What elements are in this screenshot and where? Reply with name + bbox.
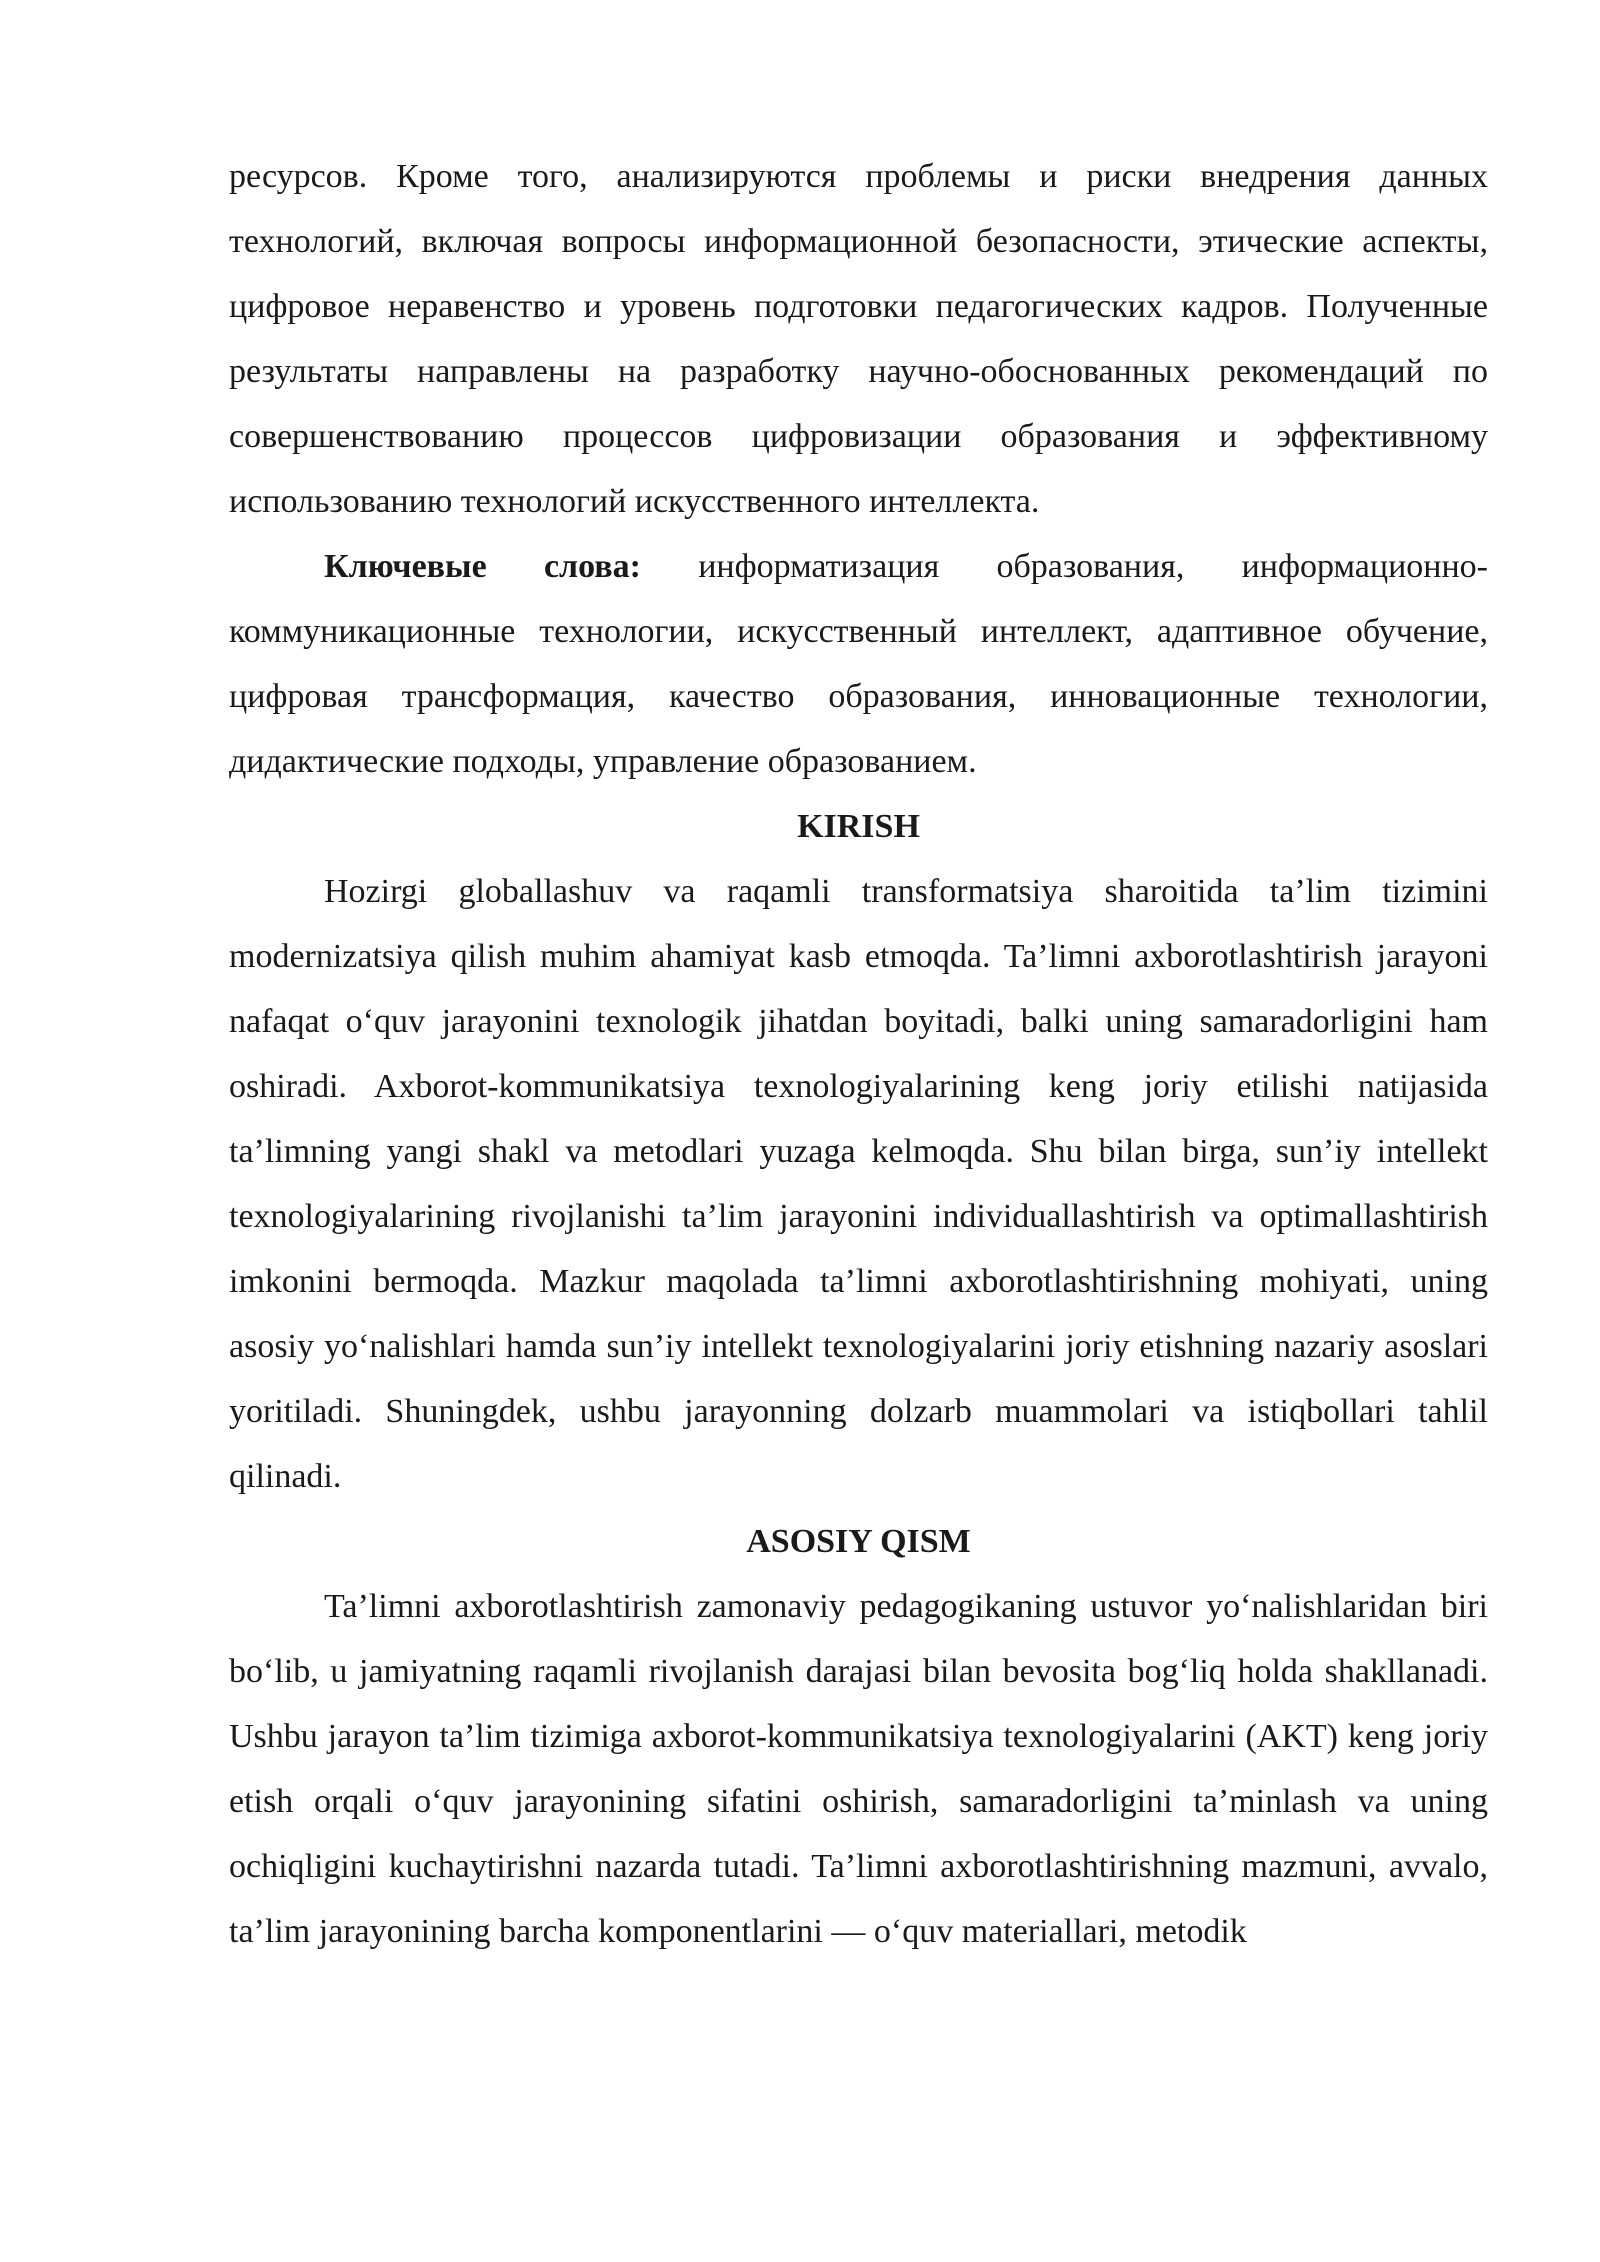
section-body-asosiy-qism: Ta’limni axborotlashtirish zamonaviy pedagogikaning ustuvor yo‘nalishlaridan biri bo‘lib, u jamiyatning raqamli rivojlanish darajasi bilan bevosita bog‘liq holda shakllanadi. Ushbu jarayon ta’lim tizimiga axborot-kommunikatsiya texnologiyalarini (AKT) keng joriy etish orqali o‘quv jarayonining sifatini oshirish, samaradorligini ta’minlash va uning ochiqligini kuchaytirishni nazarda tutadi. Ta’limni axborotlashtirishning mazmuni, avvalo, ta’lim jarayonining barcha komponentlarini — o‘quv materiallari, metodik	[229, 1588, 1488, 1950]
abstract-paragraph: ресурсов. Кроме того, анализируются проблемы и риски внедрения данных технологий, включая вопросы информационной безопасности, этические аспекты, цифровое неравенство и уровень подготовки педагогических кадров. Полученные результаты направлены на разработку научно-обоснованных рекомендаций по совершенствованию процессов цифровизации образования и эффективному использованию технологий искусственного интеллекта.	[229, 158, 1488, 520]
section-body-kirish: Hozirgi globallashuv va raqamli transformatsiya sharoitida ta’lim tizimini modernizatsiya qilish muhim ahamiyat kasb etmoqda. Ta’limni axborotlashtirish jarayoni nafaqat o‘quv jarayonini texnologik jihatdan boyitadi, balki uning samaradorligini ham oshiradi. Axborot-kommunikatsiya texnologiyalarining keng joriy etilishi natijasida ta’limning yangi shakl va metodlari yuzaga kelmoqda. Shu bilan birga, sun’iy intellekt texnologiyalarining rivojlanishi ta’lim jarayonini individuallashtirish va optimallashtirish imkonini bermoqda. Mazkur maqolada ta’limni axborotlashtirishning mohiyati, uning asosiy yo‘nalishlari hamda sun’iy intellekt texnologiyalarini joriy etishning nazariy asoslari yoritiladi. Shuningdek, ushbu jarayonning dolzarb muammolari va istiqbollari tahlil qilinadi.	[229, 873, 1488, 1495]
section-heading-asosiy-qism: ASOSIY QISM	[746, 1523, 971, 1560]
document-page	[229, 144, 1488, 1964]
keywords-paragraph	[229, 534, 1488, 794]
keywords-label: Ключевые слова:	[324, 548, 641, 585]
keywords-text: информатизация образования, информационно-коммуникационные технологии, искусственный интеллект, адаптивное обучение, цифровая трансформация, качество образования, инновационные технологии, дидактические подходы, управление образованием.	[229, 548, 1488, 780]
section-heading-kirish: KIRISH	[797, 808, 920, 845]
